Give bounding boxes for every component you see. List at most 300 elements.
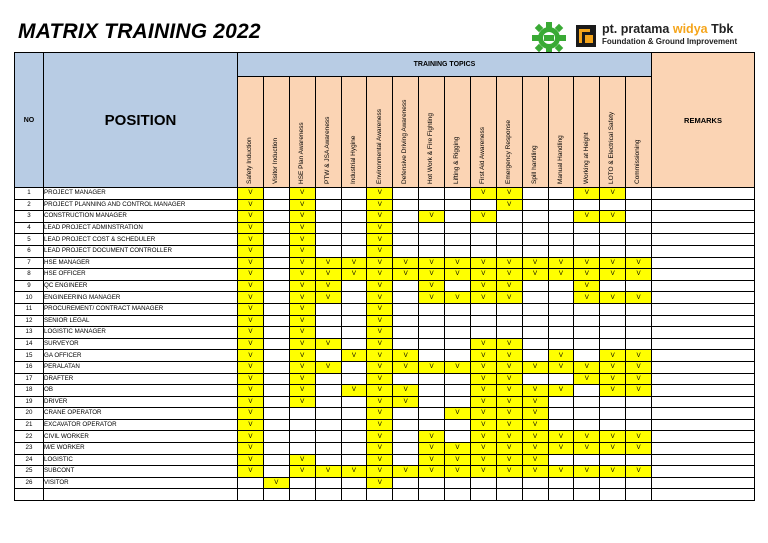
check-cell: V [626,385,652,397]
empty-cell [445,280,471,292]
row-number: 5 [15,234,44,246]
empty-cell [393,419,419,431]
empty-cell [574,199,600,211]
row-number: 7 [15,257,44,269]
empty-cell [626,188,652,200]
check-cell: V [548,385,574,397]
check-cell: V [445,454,471,466]
empty-cell [263,315,289,327]
table-row [15,188,755,200]
empty-cell [393,222,419,234]
topic-label: Emergency Response [504,120,512,184]
position-cell: SURVEYOR [44,338,238,350]
empty-cell [574,385,600,397]
check-cell: V [522,385,548,397]
empty-cell [496,477,522,489]
remarks-cell [652,234,755,246]
empty-cell [341,338,367,350]
empty-cell [419,315,445,327]
check-cell: V [289,327,315,339]
check-cell: V [238,303,264,315]
check-cell: V [289,338,315,350]
check-cell: V [470,350,496,362]
empty-cell [419,303,445,315]
remarks-cell [652,373,755,385]
check-cell: V [574,211,600,223]
empty-cell [548,245,574,257]
empty-cell [522,477,548,489]
check-cell: V [496,385,522,397]
row-number: 22 [15,431,44,443]
empty-cell [341,315,367,327]
empty-cell [626,408,652,420]
check-cell: V [574,188,600,200]
empty-cell [445,245,471,257]
empty-cell [263,280,289,292]
check-cell: V [238,315,264,327]
check-cell: V [522,431,548,443]
check-cell: V [522,257,548,269]
empty-cell [393,234,419,246]
check-cell: V [445,361,471,373]
empty-cell [315,431,341,443]
check-cell: V [470,408,496,420]
empty-cell [289,477,315,489]
check-cell: V [470,385,496,397]
empty-cell [393,188,419,200]
empty-cell [600,245,626,257]
table-row [15,269,755,281]
row-number: 12 [15,315,44,327]
check-cell: V [289,234,315,246]
empty-cell [341,280,367,292]
empty-cell [445,222,471,234]
row-number: 11 [15,303,44,315]
empty-cell [445,419,471,431]
check-cell: V [238,443,264,455]
empty-cell [600,327,626,339]
training-matrix-table [14,52,755,501]
empty-cell [496,211,522,223]
remarks-cell [652,466,755,478]
position-cell: M/E WORKER [44,443,238,455]
empty-cell [626,234,652,246]
check-cell: V [289,361,315,373]
check-cell: V [470,373,496,385]
empty-cell [341,396,367,408]
table-row [15,373,755,385]
position-cell: DRIVER [44,396,238,408]
empty-cell [393,489,419,501]
check-cell: V [315,280,341,292]
check-cell: V [419,269,445,281]
empty-cell [15,489,44,501]
check-cell: V [470,338,496,350]
remarks-header: REMARKS [652,53,755,188]
empty-cell [315,327,341,339]
empty-cell [600,454,626,466]
empty-cell [419,327,445,339]
empty-cell [419,234,445,246]
topic-label: Commissioning [634,139,642,184]
check-cell: V [238,454,264,466]
topic-label: HSE Plan Awareness [297,122,305,184]
empty-cell [263,431,289,443]
check-cell: V [522,269,548,281]
check-cell: V [496,466,522,478]
empty-cell [393,292,419,304]
check-cell: V [238,466,264,478]
check-cell: V [548,257,574,269]
check-cell: V [341,466,367,478]
check-cell: V [574,443,600,455]
empty-cell [315,385,341,397]
table-row [15,408,755,420]
position-cell: EXCAVATOR OPERATOR [44,419,238,431]
check-cell: V [341,350,367,362]
check-cell: V [600,257,626,269]
check-cell: V [522,361,548,373]
topic-label: Hot Work & Fire Fighting [427,112,435,184]
remarks-cell [652,408,755,420]
check-cell: V [626,443,652,455]
empty-cell [393,408,419,420]
gear-logo-icon [532,22,566,54]
empty-cell [600,477,626,489]
remarks-cell [652,292,755,304]
check-cell: V [496,199,522,211]
check-cell: V [238,222,264,234]
position-cell: LEAD PROJECT COST & SCHEDULER [44,234,238,246]
table-row [15,245,755,257]
check-cell: V [289,269,315,281]
position-cell: VISITOR [44,477,238,489]
topic-header [393,77,419,188]
row-number: 21 [15,419,44,431]
empty-cell [419,408,445,420]
empty-cell [341,188,367,200]
check-cell: V [445,257,471,269]
empty-cell [393,303,419,315]
empty-cell [393,315,419,327]
empty-cell [315,454,341,466]
remarks-cell [652,396,755,408]
check-cell: V [238,373,264,385]
check-cell: V [574,292,600,304]
check-cell: V [496,396,522,408]
empty-cell [315,303,341,315]
position-cell: PERALATAN [44,361,238,373]
table-row [15,350,755,362]
row-number: 13 [15,327,44,339]
empty-cell [341,327,367,339]
table-row [15,292,755,304]
position-cell: SENIOR LEGAL [44,315,238,327]
check-cell: V [548,269,574,281]
empty-cell [263,257,289,269]
check-cell: V [238,327,264,339]
row-number: 20 [15,408,44,420]
empty-cell [548,280,574,292]
empty-cell [626,419,652,431]
empty-cell [263,222,289,234]
empty-cell [419,385,445,397]
topic-header [496,77,522,188]
check-cell: V [522,408,548,420]
empty-cell [470,489,496,501]
empty-cell [574,408,600,420]
check-cell: V [341,385,367,397]
empty-cell [263,338,289,350]
empty-cell [600,396,626,408]
row-number: 16 [15,361,44,373]
empty-cell [263,303,289,315]
check-cell: V [238,338,264,350]
check-cell: V [419,466,445,478]
row-number: 9 [15,280,44,292]
check-cell: V [626,292,652,304]
empty-cell [315,373,341,385]
empty-cell [315,489,341,501]
check-cell: V [315,292,341,304]
check-cell: V [626,269,652,281]
check-cell: V [367,396,393,408]
remarks-cell [652,269,755,281]
check-cell: V [238,257,264,269]
empty-cell [445,396,471,408]
empty-cell [626,222,652,234]
check-cell: V [289,396,315,408]
row-number: 10 [15,292,44,304]
empty-cell [522,315,548,327]
check-cell: V [367,443,393,455]
check-cell: V [238,361,264,373]
check-cell: V [522,419,548,431]
empty-cell [445,431,471,443]
topic-label: Spill handling [530,145,538,184]
company-tagline: Foundation & Ground Improvement [602,37,738,46]
check-cell: V [496,257,522,269]
check-cell: V [289,315,315,327]
remarks-cell [652,211,755,223]
check-cell: V [470,188,496,200]
check-cell: V [289,188,315,200]
check-cell: V [548,361,574,373]
empty-cell [393,373,419,385]
topic-header [600,77,626,188]
topic-header [419,77,445,188]
check-cell: V [470,396,496,408]
check-cell: V [238,350,264,362]
position-cell: DRAFTER [44,373,238,385]
check-cell: V [600,292,626,304]
empty-cell [445,188,471,200]
empty-cell [600,303,626,315]
empty-cell [626,199,652,211]
empty-cell [315,315,341,327]
check-cell: V [238,269,264,281]
remarks-cell [652,385,755,397]
check-cell: V [470,269,496,281]
empty-cell [341,419,367,431]
empty-cell [315,211,341,223]
check-cell: V [367,338,393,350]
empty-cell [626,211,652,223]
empty-cell [626,315,652,327]
row-number: 24 [15,454,44,466]
check-cell: V [419,361,445,373]
check-cell: V [341,257,367,269]
check-cell: V [548,350,574,362]
empty-cell [419,199,445,211]
empty-cell [522,292,548,304]
empty-cell [393,338,419,350]
position-cell: HSE OFFICER [44,269,238,281]
blank-row [15,489,755,501]
empty-cell [289,489,315,501]
empty-cell [522,211,548,223]
row-number: 17 [15,373,44,385]
check-cell: V [315,257,341,269]
remarks-cell [652,419,755,431]
empty-cell [522,188,548,200]
check-cell: V [470,454,496,466]
empty-cell [263,443,289,455]
empty-cell [419,350,445,362]
empty-cell [548,338,574,350]
check-cell: V [496,431,522,443]
check-cell: V [496,350,522,362]
empty-cell [263,489,289,501]
check-cell: V [289,373,315,385]
empty-cell [470,199,496,211]
empty-cell [341,292,367,304]
topic-header [548,77,574,188]
empty-cell [600,315,626,327]
check-cell: V [367,222,393,234]
empty-cell [445,338,471,350]
empty-cell [44,489,238,501]
empty-cell [445,489,471,501]
table-row [15,257,755,269]
empty-cell [341,431,367,443]
check-cell: V [574,361,600,373]
check-cell: V [574,280,600,292]
remarks-cell [652,315,755,327]
check-cell: V [496,408,522,420]
empty-cell [445,315,471,327]
check-cell: V [496,361,522,373]
check-cell: V [367,303,393,315]
empty-cell [341,477,367,489]
empty-cell [419,489,445,501]
position-cell: PROJECT MANAGER [44,188,238,200]
check-cell: V [367,477,393,489]
empty-cell [548,303,574,315]
empty-cell [393,199,419,211]
remarks-cell [652,199,755,211]
check-cell: V [470,443,496,455]
check-cell: V [496,188,522,200]
empty-cell [419,373,445,385]
check-cell: V [626,361,652,373]
empty-cell [263,385,289,397]
empty-cell [367,489,393,501]
empty-cell [600,489,626,501]
empty-cell [574,350,600,362]
topic-header [263,77,289,188]
check-cell: V [289,199,315,211]
row-number: 19 [15,396,44,408]
check-cell: V [289,385,315,397]
check-cell: V [626,257,652,269]
empty-cell [548,211,574,223]
check-cell: V [419,443,445,455]
empty-cell [393,327,419,339]
empty-cell [496,327,522,339]
check-cell: V [289,454,315,466]
check-cell: V [289,303,315,315]
check-cell: V [470,431,496,443]
empty-cell [600,199,626,211]
empty-cell [626,245,652,257]
empty-cell [419,419,445,431]
empty-cell [548,419,574,431]
empty-cell [289,431,315,443]
table-row [15,234,755,246]
check-cell: V [470,419,496,431]
empty-cell [600,338,626,350]
empty-cell [522,199,548,211]
check-cell: V [367,327,393,339]
empty-cell [522,303,548,315]
topic-label: PTW & JSA Awareness [323,116,331,184]
position-cell: OB [44,385,238,397]
empty-cell [496,222,522,234]
empty-cell [470,245,496,257]
topic-label: Visitor Induction [272,137,280,184]
empty-cell [600,419,626,431]
empty-cell [522,350,548,362]
check-cell: V [315,338,341,350]
check-cell: V [522,454,548,466]
remarks-cell [652,350,755,362]
check-cell: V [393,396,419,408]
table-row [15,338,755,350]
check-cell: V [367,350,393,362]
check-cell: V [496,373,522,385]
check-cell: V [238,245,264,257]
row-number: 8 [15,269,44,281]
topic-header [289,77,315,188]
empty-cell [574,234,600,246]
empty-cell [341,222,367,234]
topic-header [574,77,600,188]
topic-label: LOTO & Electrical Safety [608,111,616,184]
empty-cell [315,443,341,455]
table-row [15,431,755,443]
empty-cell [626,280,652,292]
empty-cell [445,211,471,223]
check-cell: V [548,431,574,443]
check-cell: V [393,257,419,269]
check-cell: V [238,188,264,200]
empty-cell [626,303,652,315]
empty-cell [600,234,626,246]
table-row [15,443,755,455]
row-number: 23 [15,443,44,455]
empty-cell [393,477,419,489]
